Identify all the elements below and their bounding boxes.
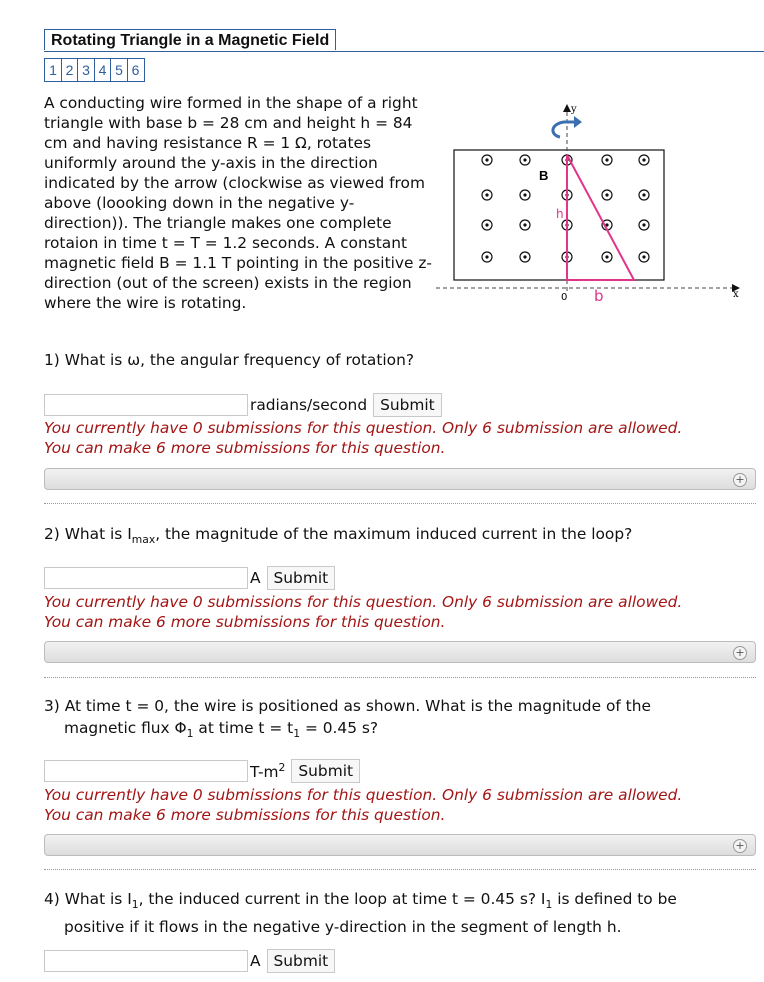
- page-title: Rotating Triangle in a Magnetic Field: [44, 29, 336, 50]
- divider: [44, 503, 756, 504]
- tab-6[interactable]: 6: [127, 58, 145, 82]
- answer-row-2: [44, 565, 335, 591]
- x-axis-label: x: [733, 289, 739, 300]
- hint-bar-3[interactable]: [44, 834, 756, 856]
- b-field-label: B: [539, 168, 549, 183]
- tab-5[interactable]: 5: [110, 58, 128, 82]
- expand-plus-icon[interactable]: +: [733, 473, 747, 487]
- field-dot-centers: [485, 158, 645, 258]
- submission-status-1: [44, 418, 682, 458]
- rotation-arrowhead-icon: [574, 116, 582, 128]
- y-axis-label: y: [571, 104, 577, 115]
- remaining-submissions-text: You can make 6 more submissions for this question.: [44, 806, 446, 824]
- question-3: 3) At time t = 0, the wire is positioned as shown. What is the magnitude of the magnetic flux $\Phi_1$ at time $t = t_1 = 0.45$ s?: [44, 697, 651, 741]
- field-diagram: [436, 100, 756, 315]
- answer-input-3[interactable]: [44, 760, 248, 782]
- hint-bar-1[interactable]: [44, 468, 756, 490]
- submit-button-1[interactable]: Submit: [373, 393, 442, 417]
- question-2: 2) What is $I_{max}$, the magnitude of the maximum induced current in the loop?: [44, 525, 633, 547]
- answer-row-3: [44, 758, 360, 784]
- answer-row-1: [44, 392, 442, 418]
- height-label: h: [556, 207, 564, 221]
- tab-3[interactable]: 3: [77, 58, 95, 82]
- expand-plus-icon[interactable]: +: [733, 646, 747, 660]
- divider: [44, 677, 756, 678]
- problem-figure: [436, 100, 756, 315]
- y-axis-arrow-icon: [563, 104, 571, 112]
- rotation-arrow-icon: [553, 122, 576, 137]
- tab-2[interactable]: 2: [61, 58, 79, 82]
- answer-row-4: [44, 948, 335, 974]
- title-bar: [44, 29, 764, 52]
- unit-label-2: A: [250, 569, 261, 587]
- answer-input-1[interactable]: [44, 394, 248, 416]
- unit-label-3: $T-m^2$: [250, 760, 286, 782]
- triangle-wire: [567, 155, 634, 280]
- divider: [44, 869, 756, 870]
- expand-plus-icon[interactable]: +: [733, 839, 747, 853]
- tab-1[interactable]: 1: [44, 58, 62, 82]
- field-dot-symbols: [482, 155, 649, 262]
- unit-label-1: radians/second: [250, 396, 368, 414]
- submission-count-text: You currently have 0 submissions for this question. Only 6 submission are allowed.: [44, 786, 683, 804]
- remaining-submissions-text: You can make 6 more submissions for this question.: [44, 439, 446, 457]
- tab-4[interactable]: 4: [94, 58, 112, 82]
- submission-count-text: You currently have 0 submissions for this question. Only 6 submission are allowed.: [44, 419, 683, 437]
- submission-count-text: You currently have 0 submissions for this question. Only 6 submission are allowed.: [44, 593, 683, 611]
- question-4: 4) What is $I_1$, the induced current in the loop at time t = 0.45 s? $I_1$ is defined to be positive if it flows in the negative y-direction in the segment of length h.: [44, 890, 677, 937]
- question-1: 1) What is ω, the angular frequency of rotation?: [44, 351, 414, 369]
- answer-input-2[interactable]: [44, 567, 248, 589]
- origin-label: 0: [561, 292, 568, 303]
- submit-button-2[interactable]: Submit: [267, 566, 336, 590]
- submission-status-3: [44, 785, 682, 825]
- remaining-submissions-text: You can make 6 more submissions for this question.: [44, 613, 446, 631]
- submission-status-2: [44, 592, 682, 632]
- submit-button-3[interactable]: Submit: [291, 759, 360, 783]
- problem-statement: A conducting wire formed in the shape of a right triangle with base b = 28 cm and height h = 84 cm and having resistance R = 1 Ω, rotates uniformly around the y-axis in the direction indicated by the arrow (clockwise as viewed from above (loooking down in the negative y-direction)). The triangle makes one complete rotaion in time t = T = 1.2 seconds. A constant magnetic field B = 1.1 T pointing in the positive z-direction (out of the screen) exists in the region where the wire is rotating.: [44, 94, 432, 312]
- unit-label-4: A: [250, 952, 261, 970]
- question-tabs: [44, 58, 143, 82]
- hint-bar-2[interactable]: [44, 641, 756, 663]
- submit-button-4[interactable]: Submit: [267, 949, 336, 973]
- answer-input-4[interactable]: [44, 950, 248, 972]
- base-label: b: [594, 287, 604, 305]
